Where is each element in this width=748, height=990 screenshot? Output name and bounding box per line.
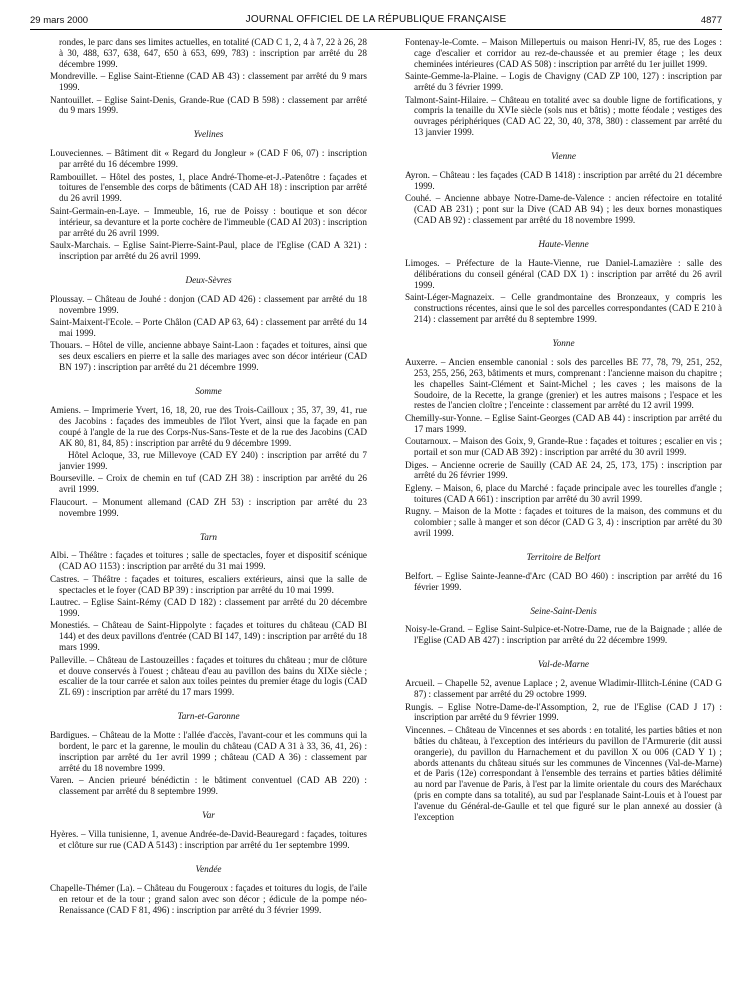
entry-saint-maixent: Saint-Maixent-l'Ecole. – Porte Châlon (CAD AP 63, 64) : classement par arrêté du 14 mai 1999.: [50, 317, 367, 338]
entry-egleny: Egleny. – Maison, 6, place du Marché : façade principale avec les tourelles d'angle ; toitures (CAD A 661) : inscription par arrêté du 30 avril 1999.: [405, 482, 722, 504]
entry-amiens-hotel-acloque-text: Hôtel Acloque, 33, rue Millevoye (CAD EY 240) : inscription par arrêté du 7 janvier 1999.: [59, 450, 367, 471]
page-number: 4877: [700, 15, 722, 26]
section-heading-tarn-et-garonne: Tarn-et-Garonne: [177, 711, 240, 722]
entry-bourseville: Bourseville. – Croix de chemin en tuf (CAD ZH 38) : inscription par arrêté du 26 avril 1999.: [50, 473, 367, 495]
section-heading-tarn: Tarn: [199, 531, 218, 542]
section-heading-haute-vienne: Haute-Vienne: [538, 239, 589, 250]
section-heading-seine-saint-denis: Seine-Saint-Denis: [530, 605, 597, 616]
entry-varen: Varen. – Ancien prieuré bénédictin : le bâtiment conventuel (CAD AB 220) : classement par arrêté du 8 septembre 1999.: [50, 775, 367, 797]
entry-hyeres: Hyères. – Villa tunisienne, 1, avenue Andrée-de-David-Beauregard : façades, toitures et clôture sur rue (CAD A 5143) : inscription par arrêté du 1er septembre 1999.: [50, 828, 367, 850]
entry-fontenay-le-comte: Fontenay-le-Comte. – Maison Millepertuis ou maison Henri-IV, 85, rue des Loges : cage d'escalier et corridor au rez-de-chaussée et au premier étage ; les deux cheminées intérieures (CAD AS 508) : inscription par arrêté du 1er juillet 1999.: [405, 37, 722, 69]
entry-bardigues: Bardigues. – Château de la Motte : l'allée d'accès, l'avant-cour et les communs qui la bordent, le parc et la garenne, le moulin du château (CAD A 31 à 33, 36, 41, 26) : inscription par arrêté du 1er avril 1999 ; château (CAD A 36) : classement par arrêté du 18 novembre 1999.: [50, 730, 367, 773]
entry-ayron: Ayron. – Château : les façades (CAD B 1418) : inscription par arrêté du 21 décembre 1999.: [405, 170, 722, 191]
entry-limoges: Limoges. – Préfecture de la Haute-Vienne, rue Daniel-Lamazière : salle des délibérations du conseil général (CAD DX 1) : inscription par arrêté du 26 avril 1999.: [405, 258, 722, 290]
entry-rugny: Rugny. – Maison de la Motte : façades et toitures de la maison, des communs et du colombier ; salle à manger et son décor (CAD G 3, 4) : inscription par arrêté du 30 avril 1999.: [405, 506, 722, 538]
entry-coutarnoux: Coutarnoux. – Maison des Goix, 9, Grande-Rue : façades et toitures ; escalier en vis ; portail et son mur (CAD AB 392) : inscription par arrêté du 30 avril 1999.: [405, 436, 722, 458]
entry-couhe: Couhé. – Ancienne abbaye Notre-Dame-de-Valence : ancien réfectoire en totalité (CAD AB 231) ; pont sur la Dive (CAD AB 94) ; les deux bornes monastiques (CAD AB 92) : classement par arrêté du 18 novembre 1999.: [405, 193, 722, 226]
entry-monesties: Monestiés. – Château de Saint-Hippolyte : façades et toitures du château (CAD BI 144) et des deux pavillons d'entrée (CAD BI 147, 149) : inscription par arrêté du 18 mars 1999.: [50, 620, 367, 653]
entry-lautrec: Lautrec. – Eglise Saint-Rémy (CAD D 182) : classement par arrêté du 20 décembre 1999.: [50, 597, 367, 618]
entry-louveciennes: Louveciennes. – Bâtiment dit « Regard du Jongleur » (CAD F 06, 07) : inscription par arrêté du 16 décembre 1999.: [50, 148, 367, 170]
entry-amiens: Amiens. – Imprimerie Yvert, 16, 18, 20, rue des Trois-Cailloux ; 35, 37, 39, 41, rue des Jacobins : façades des immeubles de l'îlot Yvert, ainsi que la façade en pan coupé à l'angle de la rue des Corps-Nus-Sans-Teste et de la rue des Jacobins (CAD AK 80, 81, 84, 85) : inscription par arrêté du 9 décembre 1999.: [50, 404, 367, 448]
section-heading-vendee: Vendée: [195, 863, 222, 874]
entry-castres: Castres. – Théâtre : façades et toitures, escaliers extérieurs, ainsi que la salle de spectacles et le foyer (CAD BP 39) : inscription par arrêté du 10 mai 1999.: [50, 573, 367, 595]
section-heading-deux-sevres: Deux-Sèvres: [185, 274, 232, 285]
journal-title: JOURNAL OFFICIEL DE LA RÉPUBLIQUE FRANÇAISE: [245, 14, 507, 25]
entry-continuation: rondes, le parc dans ses limites actuelles, en totalité (CAD C 1, 2, 4 à 7, 22 à 26, 28 à 30, 488, 637, 638, 647, 650 à 653, 699, 783) : inscription par arrêté du 28 décembre 1999.: [59, 37, 367, 69]
entry-rungis: Rungis. – Eglise Notre-Dame-de-l'Assomption, 2, rue de l'Eglise (CAD J 17) : inscription par arrêté du 9 février 1999.: [405, 701, 722, 723]
entry-diges: Diges. – Ancienne ocrerie de Sauilly (CAD AE 24, 25, 173, 175) : inscription par arrêté du 26 février 1999.: [405, 459, 722, 481]
entry-flaucourt: Flaucourt. – Monument allemand (CAD ZH 53) : inscription par arrêté du 23 novembre 1999.: [50, 496, 367, 518]
entry-chemilly: Chemilly-sur-Yonne. – Eglise Saint-Georges (CAD AB 44) : inscription par arrêté du 17 mars 1999.: [405, 412, 722, 434]
entry-saint-germain: Saint-Germain-en-Laye. – Immeuble, 16, rue de Poissy : boutique et son décor intérieur, sa devanture et la porte cochère de l'immeuble (CAD AI 203) : inscription par arrêté du 26 avril 1999.: [50, 205, 367, 238]
right-column: [405, 37, 722, 824]
entry-saulx-marchais: Saulx-Marchais. – Eglise Saint-Pierre-Saint-Paul, place de l'Eglise (CAD A 321) : inscription par arrêté du 26 avril 1999.: [50, 240, 367, 261]
entry-noisy-le-grand: Noisy-le-Grand. – Eglise Saint-Sulpice-et-Notre-Dame, rue de la Baignade ; allée de l'Eglise (CAD AB 427) : inscription par arrêté du 22 décembre 1999.: [405, 624, 722, 646]
section-heading-belfort: Territoire de Belfort: [526, 551, 601, 562]
entry-vincennes: Vincennes. – Château de Vincennes et ses abords : en totalité, les parties bâties et non bâties du château, à l'exception des intérieurs du pavillon de l'Armurerie (dit aussi orangerie), du pavillon du Harnachement et du pavillon X ou 006 (CAD Y 1) ; abords attenants du château situés sur les communes de Vincennes (Val-de-Marne) et de Paris (12e) correspondant à l'ensemble des terrains et parties bâties délimité au nord par l'avenue de Paris, à l'est par la limite orientale du cours des Maréchaux (pris en compte dans sa totalité), au sud par l'esplanade Saint-Louis et à l'ouest par l'avenue du Général-de-Gaulle et tel que figuré sur le plan annexé au dossier (à l'exception: [405, 724, 722, 823]
section-heading-vienne: Vienne: [551, 151, 576, 162]
entry-palleville: Palleville. – Château de Lastouzeilles : façades et toitures du château ; mur de clôture et douve conservés à l'ouest ; château d'eau au pavillon des bains du XIXe siècle ; escalier de la tour carrée et salon aux toiles peintes du premier étage du logis (CAD ZL 69) : inscription par arrêté du 17 mars 1999.: [50, 654, 367, 698]
entry-chapelle-themer: Chapelle-Thémer (La). – Château du Fougeroux : façades et toitures du logis, de l'aile en retour et de la tour ; grand salon avec son décor ; édicule de la pompe néo-Renaissance (CAD F 81, 496) : inscription par arrêté du 3 février 1999.: [50, 882, 367, 915]
section-heading-val-de-marne: Val-de-Marne: [537, 659, 590, 670]
entry-sainte-gemme: Sainte-Gemme-la-Plaine. – Logis de Chavigny (CAD ZP 100, 127) : inscription par arrêté du 3 février 1999.: [405, 71, 722, 93]
entry-belfort: Belfort. – Eglise Sainte-Jeanne-d'Arc (CAD BO 460) : inscription par arrêté du 16 février 1999.: [405, 570, 722, 592]
entry-amiens-hotel-acloque: [50, 450, 367, 472]
section-heading-somme: Somme: [195, 386, 222, 397]
entry-auxerre: Auxerre. – Ancien ensemble canonial : sols des parcelles BE 77, 78, 79, 251, 252, 253, 255, 256, 263, bâtiments et murs, comprenant : l'ancienne maison du chapitre ; les chapelles Saint-Clément et Saint-Michel ; les caves ; les maisons de la Soudoire, de la Recette, la grange (grenier) et les autres maisons ; l'espace et les restes de l'ancien cloître ; l'enceinte : classement par arrêté du 12 avril 1999.: [405, 356, 722, 411]
page-header: [30, 13, 722, 30]
entry-ploussay: Ploussay. – Château de Jouhé : donjon (CAD AD 426) : classement par arrêté du 18 novembre 1999.: [50, 293, 367, 315]
entry-saint-leger: Saint-Léger-Magnazeix. – Celle grandmontaine des Bronzeaux, y compris les constructions récentes, ainsi que le sol des parcelles correspondantes (CAD E 210 à 214) : classement par arrêté du 8 septembre 1999.: [405, 292, 722, 325]
entry-nantouillet: Nantouillet. – Eglise Saint-Denis, Grande-Rue (CAD B 598) : classement par arrêté du 9 mars 1999.: [50, 94, 367, 116]
issue-date: 29 mars 2000: [30, 15, 89, 26]
entry-thouars: Thouars. – Hôtel de ville, ancienne abbaye Saint-Laon : façades et toitures, ainsi que ses deux escaliers en pierre et la salle des mariages avec son décor intérieur (CAD BN 197) : inscription par arrêté du 21 décembre 1999.: [50, 340, 367, 373]
entry-mondreville: Mondreville. – Eglise Saint-Etienne (CAD AB 43) : classement par arrêté du 9 mars 1999.: [50, 71, 367, 93]
entry-talmont: Talmont-Saint-Hilaire. – Château en totalité avec sa double ligne de fortifications, y compris la tenaille du XVIe siècle (sols nus et bâtis) ; motte féodale ; vestiges des ouvrages périphériques (CAD AC 22, 30, 40, 378, 380) : classement par arrêté du 13 janvier 1999.: [405, 94, 722, 138]
entry-rambouillet: Rambouillet. – Hôtel des postes, 1, place André-Thome-et-J.-Patenôtre : façades et toitures de l'ensemble des corps de bâtiments (CAD AH 18) : inscription par arrêté du 26 avril 1999.: [50, 171, 367, 204]
section-heading-yonne: Yonne: [552, 337, 575, 348]
section-heading-var: Var: [202, 810, 215, 821]
section-heading-yvelines: Yvelines: [193, 129, 224, 140]
entry-arcueil: Arcueil. – Chapelle 52, avenue Laplace ; 2, avenue Wladimir-Illitch-Lénine (CAD G 87) : classement par arrêté du 29 octobre 1999.: [405, 678, 722, 700]
entry-albi: Albi. – Théâtre : façades et toitures ; salle de spectacles, foyer et dispositif scénique (CAD AO 1153) : inscription par arrêté du 31 mai 1999.: [50, 550, 367, 572]
left-column: [50, 37, 367, 917]
